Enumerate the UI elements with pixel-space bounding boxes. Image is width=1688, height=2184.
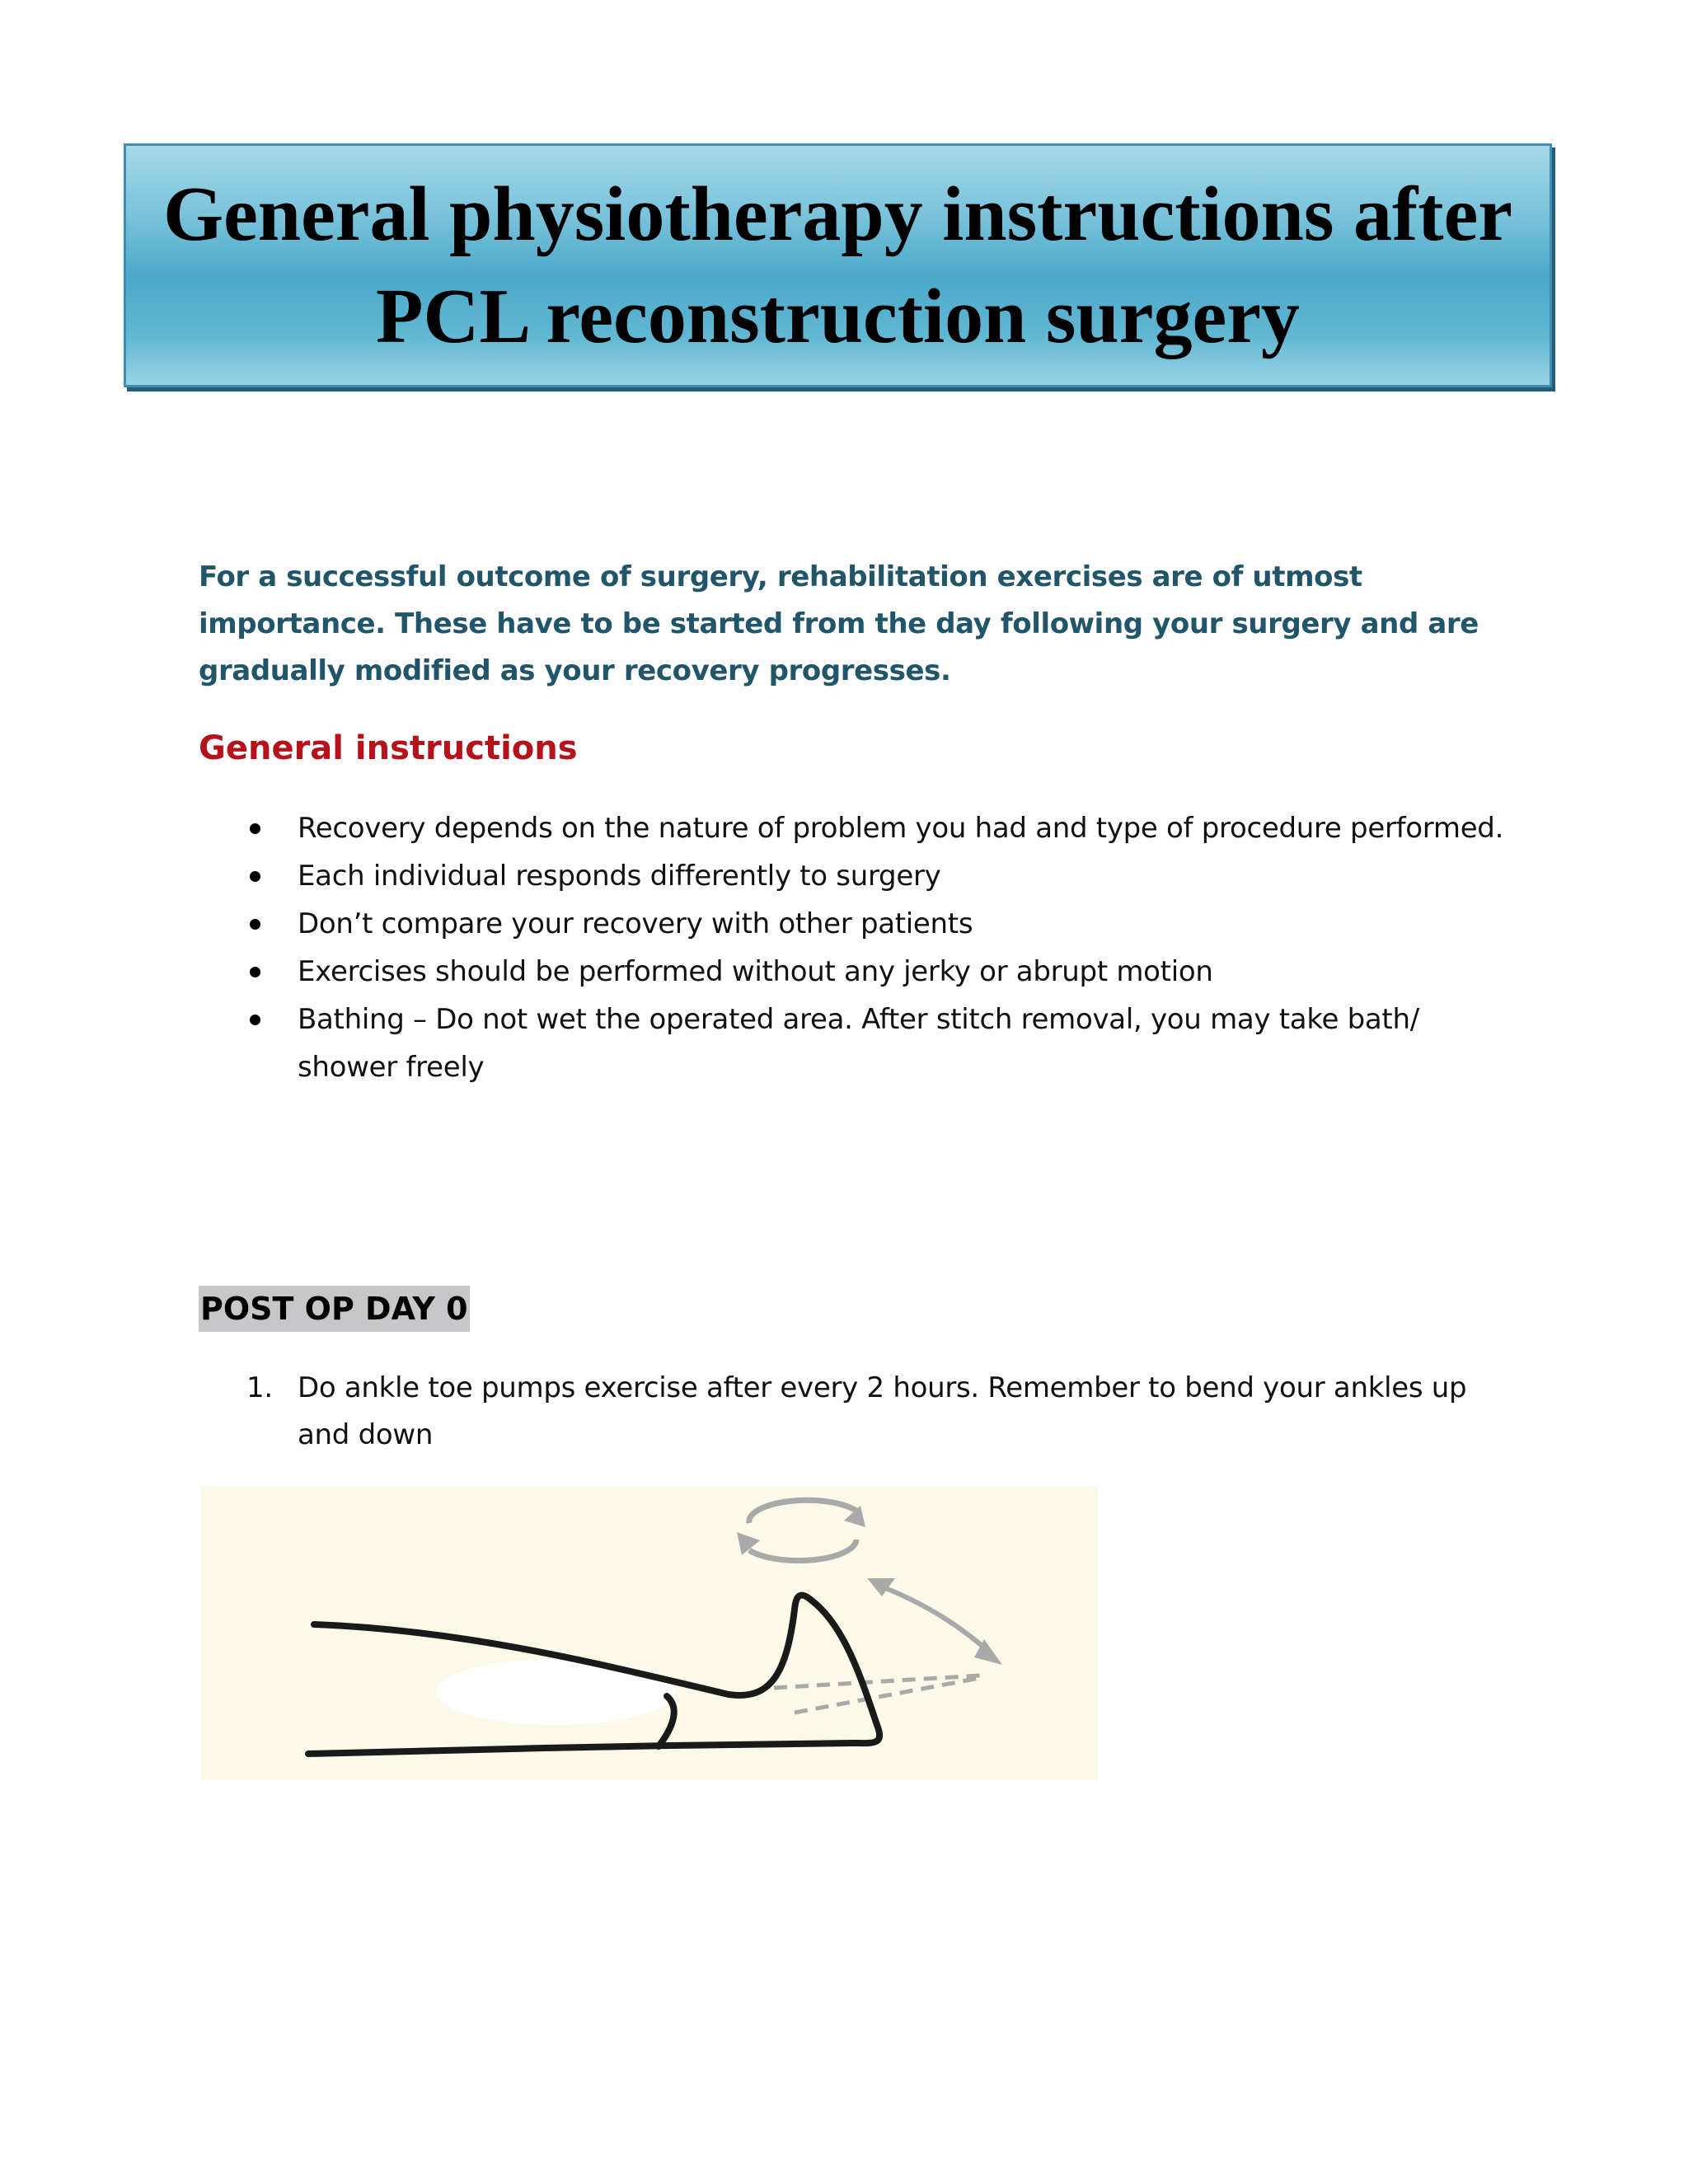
bullet-icon	[250, 823, 260, 834]
bullet-icon	[250, 871, 260, 882]
list-item-text: Each individual responds differently to surgery	[298, 860, 941, 893]
ankle-pump-illustration	[201, 1486, 1098, 1780]
general-instructions-heading: General instructions	[199, 729, 578, 767]
bullet-icon	[250, 1015, 260, 1025]
list-item	[199, 804, 1517, 852]
list-item	[199, 1365, 1517, 1459]
post-op-day-0-heading: POST OP DAY 0	[199, 1286, 470, 1332]
list-item	[199, 948, 1517, 996]
rotation-arrows-icon	[749, 1500, 856, 1560]
bullet-icon	[250, 967, 260, 977]
dashed-foot-outline-icon	[774, 1675, 980, 1713]
double-headed-arrow-icon	[867, 1578, 1002, 1665]
list-item-text: Don’t compare your recovery with other patients	[298, 907, 973, 940]
list-item-text: Exercises should be performed without any jerky or abrupt motion	[298, 955, 1213, 988]
list-item-text: Bathing – Do not wet the operated area. After stitch removal, you may take bath/ shower freely	[298, 1003, 1419, 1084]
page-title	[146, 163, 1531, 368]
list-item	[199, 900, 1517, 948]
knee-cushion	[436, 1659, 675, 1725]
bullet-icon	[250, 919, 260, 930]
post-op-day-0-list	[199, 1365, 1517, 1459]
list-item	[199, 852, 1517, 900]
ankle-pump-drawing	[201, 1486, 1098, 1780]
title-line-1: General physiotherapy instructions after	[162, 171, 1513, 257]
list-item-text: Recovery depends on the nature of problem you had and type of procedure performed.	[298, 812, 1504, 845]
list-item-text: Do ankle toe pumps exercise after every 2 hours. Remember to bend your ankles up and down	[298, 1371, 1467, 1451]
list-item-number: 1.	[246, 1371, 273, 1404]
intro-paragraph: For a successful outcome of surgery, rehabilitation exercises are of utmost importance. These have to be started from the day following your surgery and are gradually modified as your recovery progresses.	[199, 560, 1479, 687]
list-item	[199, 996, 1517, 1091]
title-line-2: PCL reconstruction surgery	[376, 274, 1300, 359]
title-banner	[124, 143, 1552, 387]
general-instructions-list	[199, 804, 1517, 1091]
